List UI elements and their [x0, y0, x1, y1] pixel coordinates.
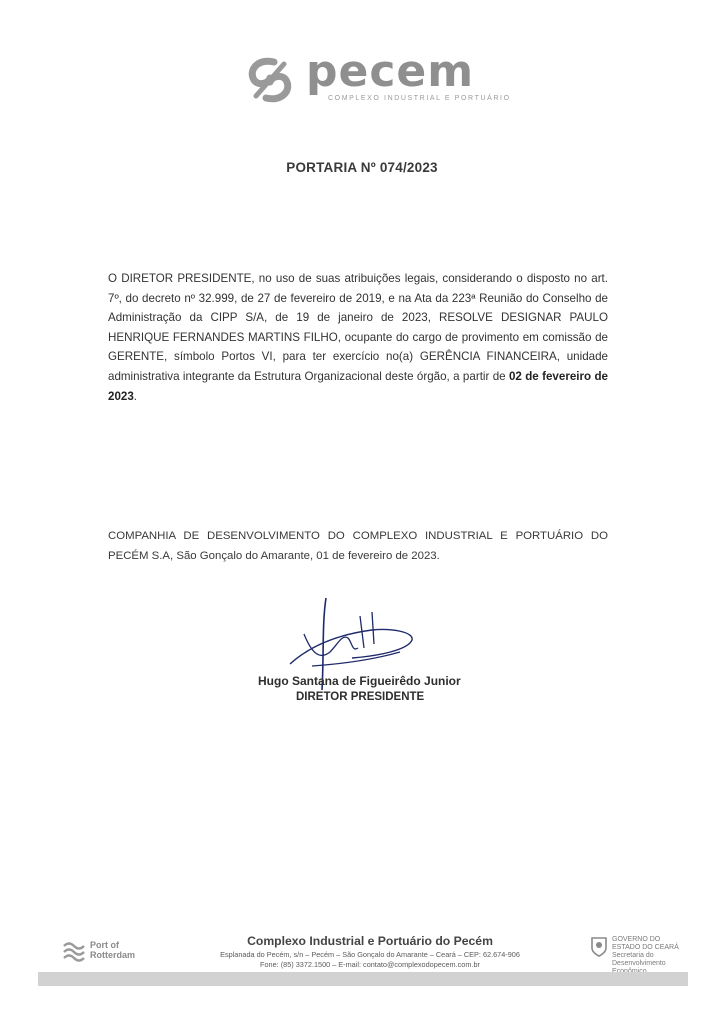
effective-date: 02 de fevereiro de 2023: [108, 369, 608, 403]
pecem-logo-icon: [244, 56, 296, 104]
body-text-main: O DIRETOR PRESIDENTE, no uso de suas atribuições legais, considerando o disposto no art. 7º, do decreto nº 32.999, de 27 de fevereiro de 2019, e na Ata da 223ª Reunião do Conselho de Administração da CIPP S/A, de 19 de janeiro de 2023, RESOLVE DESIGNAR PAULO HENRIQUE FERNANDES MARTINS FILHO, ocupante do cargo de provimento em comissão de GERENTE, símbolo Portos VI, para ter exercício no(a) GERÊNCIA FINANCEIRA, unidade administrativa integrante da Estrutura Organizacional deste órgão, a partir de: [108, 272, 608, 383]
signatory-name: Hugo Santana de Figueirêdo Junior: [258, 674, 461, 688]
document-title: PORTARIA Nº 074/2023: [286, 160, 438, 175]
footer-band: [38, 972, 688, 986]
port-line-1: Port of: [90, 940, 119, 950]
footer-title: Complexo Industrial e Portuário do Pecém: [247, 934, 493, 948]
port-of-rotterdam-logo: [62, 938, 172, 966]
state-seal-icon: [590, 934, 608, 958]
body-paragraph: [108, 269, 608, 406]
gov-line-2: ESTADO DO CEARÁ: [612, 944, 679, 951]
port-logo-text: [90, 940, 135, 960]
waves-icon: [62, 940, 86, 962]
body-text-end: .: [133, 389, 138, 403]
government-ceara-logo: [588, 932, 688, 968]
footer-address: Esplanada do Pecém, s/n – Pecém – São Gonçalo do Amarante – Ceará – CEP: 62.674-906: [220, 950, 520, 959]
closing-paragraph: COMPANHIA DE DESENVOLVIMENTO DO COMPLEXO INDUSTRIAL E PORTUÁRIO DO PECÉM S.A, São Gonçalo do Amarante, 01 de fevereiro de 2023.: [108, 530, 608, 562]
gov-line-1: GOVERNO DO: [612, 936, 661, 943]
logo-subtitle: COMPLEXO INDUSTRIAL E PORTUÁRIO: [328, 95, 511, 102]
port-line-2: Rotterdam: [90, 950, 136, 960]
gov-line-3: Secretaria do Desenvolvimento: [612, 952, 666, 967]
header-logo: [244, 46, 511, 110]
logo-wordmark: pecem: [306, 46, 475, 97]
government-logo-text: [612, 936, 688, 976]
footer-contact: Fone: (85) 3372.1500 – E-mail: contato@complexodopecem.com.br: [260, 960, 480, 969]
signatory-role: DIRETOR PRESIDENTE: [296, 691, 425, 703]
